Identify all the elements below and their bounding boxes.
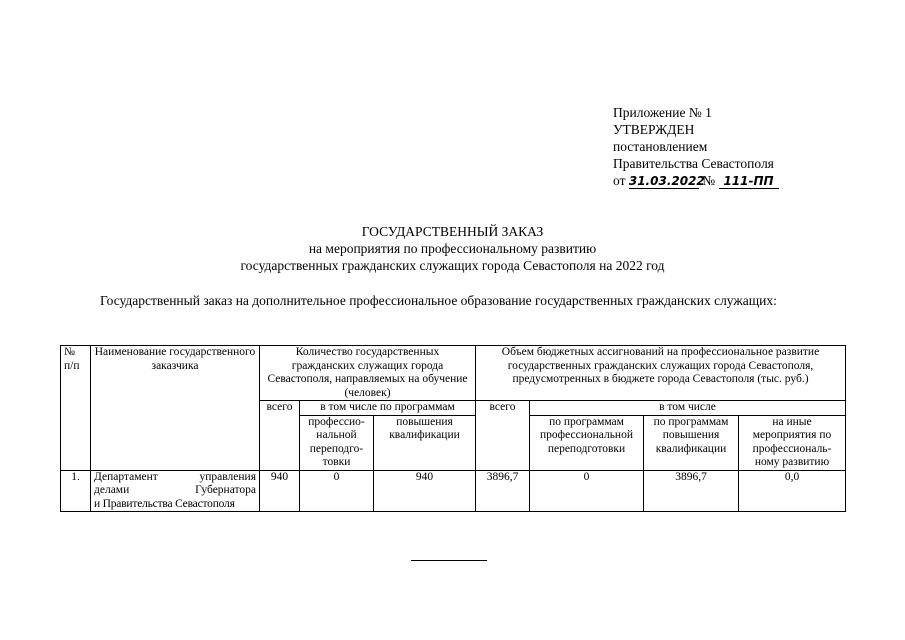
customer-line-1: Департамент управления xyxy=(94,470,256,483)
resolution-date: 31.03.2022 xyxy=(628,174,705,188)
row-budget-retraining: 0 xyxy=(530,470,644,512)
resolution-number: 111-ПП xyxy=(719,174,779,189)
header-by-qualification: по программам повышения квалификации xyxy=(644,415,739,470)
header-num: № п/п xyxy=(61,346,91,471)
row-budget-qualification: 3896,7 xyxy=(644,470,739,512)
government-label: Правительства Севастополя xyxy=(613,156,774,171)
row-budget-total: 3896,7 xyxy=(476,470,530,512)
title-line-2: на мероприятия по профессиональному развитию xyxy=(308,241,597,256)
customer-line-3: и Правительства Севастополя xyxy=(94,497,235,510)
document-title xyxy=(0,223,905,274)
row-customer xyxy=(91,470,260,512)
header-budget-total: всего xyxy=(476,401,530,471)
header-including: в том числе xyxy=(530,401,846,416)
row-count-total: 940 xyxy=(260,470,300,512)
resolution-label: постановлением xyxy=(613,139,708,154)
appendix-block xyxy=(613,104,779,189)
header-customer: Наименование государственного заказчика xyxy=(91,346,260,471)
row-count-qualification: 940 xyxy=(374,470,476,512)
header-budget-group: Объем бюджетных ассигнований на профессиональное развитие государственных гражданских служащих города Севастополя, предусмотренных в бюджете города Севастополя (тыс. руб.) xyxy=(476,346,846,401)
header-other: на иные мероприятия по профессиональ-ному развитию xyxy=(739,415,846,470)
resolution-date-line xyxy=(613,172,779,189)
row-budget-other: 0,0 xyxy=(739,470,846,512)
header-count-group: Количество государственных гражданских служащих города Севастополя, направляемых на обучение (человек) xyxy=(260,346,476,401)
appendix-number: Приложение № 1 xyxy=(613,105,712,120)
number-prefix: № xyxy=(702,173,716,188)
title-line-1: ГОСУДАРСТВЕННЫЙ ЗАКАЗ xyxy=(361,224,544,239)
header-including-programs: в том числе по программам xyxy=(300,401,476,416)
customer-line-2: делами Губернатора xyxy=(94,484,256,496)
date-prefix: от xyxy=(613,173,626,188)
title-line-3: государственных гражданских служащих города Севастополя на 2022 год xyxy=(240,258,665,273)
intro-paragraph: Государственный заказ на дополнительное профессиональное образование государственных гражданских служащих: xyxy=(100,293,777,308)
separator-line xyxy=(411,560,487,561)
order-table xyxy=(60,345,846,512)
row-num: 1. xyxy=(61,470,91,512)
header-count-total: всего xyxy=(260,401,300,471)
table-row xyxy=(61,470,846,512)
header-qualification: повышения квалификации xyxy=(374,415,476,470)
header-by-retraining: по программам профессиональной переподготовки xyxy=(530,415,644,470)
row-count-retraining: 0 xyxy=(300,470,374,512)
approved-label: УТВЕРЖДЕН xyxy=(613,122,695,137)
header-row-1 xyxy=(61,346,846,401)
header-retraining: профессио-нальной переподго-товки xyxy=(300,415,374,470)
